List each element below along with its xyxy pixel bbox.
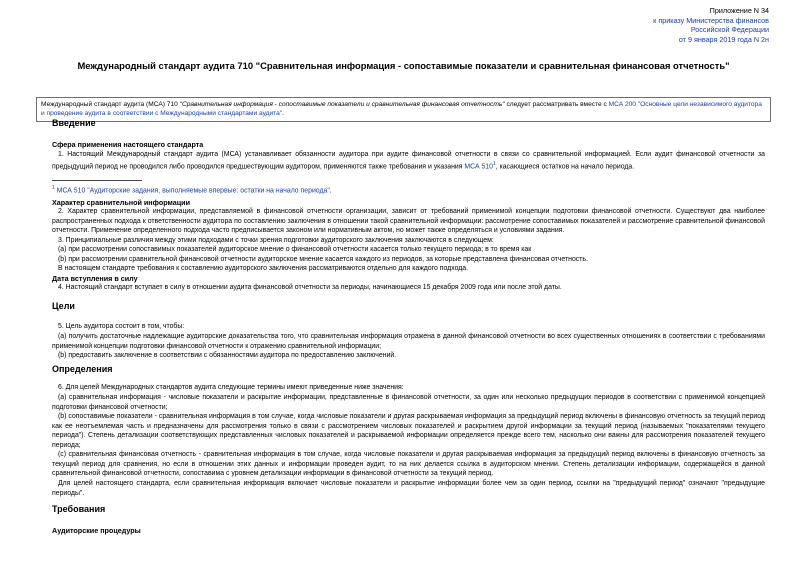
heading-goals: Цели bbox=[52, 301, 75, 311]
heading-definitions: Определения bbox=[52, 364, 113, 374]
p1-text-end: , касающиеся остатков на начало периода. bbox=[495, 162, 635, 170]
footnote-sup: 1 bbox=[52, 185, 55, 191]
footnote-divider bbox=[52, 180, 142, 181]
notice-text-2: следует рассматривать вместе с bbox=[504, 101, 609, 108]
paragraph-1 bbox=[52, 150, 765, 171]
p1-text: 1. Настоящий Международный стандарт аудита (МСА) устанавливает обязанности аудитора при аудите финансовой отчетности в связи со сравнительной информацией. Если аудит финансовой отчетности за предыдущий период не проводился либо проводился предшествующим аудитором, применяются также требования и указания bbox=[52, 151, 765, 170]
isa-510-link[interactable]: МСА 510 bbox=[464, 162, 493, 170]
paragraph-5: 5. Цель аудитора состоит в том, чтобы: bbox=[58, 323, 185, 330]
heading-nature: Характер сравнительной информации bbox=[52, 198, 191, 207]
paragraph-6a: (a) сравнительная информация - числовые показатели и раскрытие информации, представленные в финансовой отчетности, за один или несколько предыдущих периодов в соответствии с применимой концепцией подготовки финансовой отчетности; bbox=[52, 394, 765, 411]
appendix-header bbox=[653, 6, 769, 44]
paragraph-6b: (b) сопоставимые показатели - сравнительная информация в том случае, когда числовые показатели и другая раскрываемая информация за предыдущий период включены в финансовую отчетность за текущий период как ее неотъемлемая часть и предназначены для рассмотрения только в связи с рассмотрением числовых показателей и раскрытием другой информации за текущий период (называемых "показателями текущего периода"). Степень детализации соответствующих представленных числовых показателей и раскрываемой информации определяется прежде всего тем, насколько они важны для рассмотрения показателей текущего периода; bbox=[52, 413, 765, 449]
paragraph-2: 2. Характер сравнительной информации, представляемой в финансовой отчетности организации, зависит от требований применимой концепции подготовки финансовой отчетности. Существуют два наиболее распространенных подхода к ответственности аудитора по составлению заключения в отношении такой сравнительной информации: рассмотрение сопоставимых показателей и рассмотрение сравнительной финансовой отчетности. Применение определенного подхода часто предписывается законом или нормативным актом, но может также определяться и условиями задания. bbox=[52, 208, 765, 234]
footnote-end: . bbox=[329, 187, 332, 195]
paragraph-3: 3. Принципиальные различия между этими подходами с точки зрения подготовки аудиторского заключения заключаются в следующем: bbox=[58, 237, 494, 244]
notice-box bbox=[36, 97, 771, 122]
order-link-date[interactable]: от 9 января 2019 года N 2н bbox=[678, 34, 769, 44]
paragraph-5b: (b) предоставить заключение в соответствии с обязанностями аудитора по предоставлению заключений. bbox=[58, 352, 397, 359]
paragraph-6c: (c) сравнительная финансовая отчетность - сравнительная информация в том случае, когда числовые показатели и другая раскрываемая информация за предыдущий период включены в финансовую отчетность за текущий период для сравнения, но если в отношении этих данных и информации проведен аудит, то на них делается ссылка в аудиторском мнении. Степень детализации информации, содержащейся в данной сравнительной финансовой отчетности, сопоставима с уровнем детализации информации в финансовой отчетности за текущий период. bbox=[52, 451, 765, 477]
paragraph-6: 6. Для целей Международных стандартов аудита следующие термины имеют приведенные ниже значения: bbox=[58, 384, 404, 391]
order-link[interactable]: к приказу Министерства финансов bbox=[653, 15, 769, 25]
order-link-country[interactable]: Российской Федерации bbox=[690, 25, 769, 35]
paragraph-3b: (b) при рассмотрении сравнительной финансовой отчетности аудиторское мнение касается каждого из периодов, за которые представлена финансовая отчетность. bbox=[58, 256, 588, 263]
footnote-link[interactable]: МСА 510 "Аудиторские задания, выполняемые впервые: остатки на начало периода" bbox=[56, 187, 330, 195]
appendix-number: Приложение N 34 bbox=[709, 6, 769, 15]
notice-text: Международный стандарт аудита (МСА) 710 bbox=[41, 101, 180, 108]
footnote-ref[interactable]: 1 bbox=[492, 160, 496, 167]
footnote bbox=[52, 185, 332, 194]
paragraph-3a: (a) при рассмотрении сопоставимых показателей аудиторское мнение о финансовой отчетности касается только текущего периода; в то время как bbox=[58, 246, 532, 253]
heading-audit-procedures: Аудиторские процедуры bbox=[52, 526, 141, 535]
heading-introduction: Введение bbox=[52, 118, 96, 128]
heading-requirements: Требования bbox=[52, 504, 106, 514]
heading-scope: Сфера применения настоящего стандарта bbox=[52, 140, 204, 149]
paragraph-5a: (a) получить достаточные надлежащие аудиторские доказательства того, что сравнительная информация отражена в данной финансовой отчетности во всех существенных отношениях в соответствии с требованиями применимой концепции подготовки финансовой отчетности к отражению сравнительной информации; bbox=[52, 333, 765, 350]
isa-200-link[interactable]: МСА 200 "Основные цели независимого аудитора и проведение аудита в соответствии с Международными стандартами аудита" bbox=[41, 101, 762, 117]
notice-end: . bbox=[282, 110, 284, 117]
notice-standard-name: "Сравнительная информация - сопоставимые показатели и сравнительная финансовая отчетность" bbox=[179, 101, 505, 108]
paragraph-6d: Для целей настоящего стандарта, если сравнительная информация включает числовые показатели и раскрытие информации более чем за один период, ссылки на "предыдущий период" означают "предыдущие периоды". bbox=[52, 480, 765, 497]
paragraph-3c: В настоящем стандарте требования к составлению аудиторского заключения рассматриваются отдельно для каждого подхода. bbox=[58, 265, 469, 272]
heading-effective-date: Дата вступления в силу bbox=[52, 274, 138, 283]
page-title: Международный стандарт аудита 710 "Сравнительная информация - сопоставимые показатели и сравнительная финансовая отчетность" bbox=[77, 60, 730, 71]
paragraph-4: 4. Настоящий стандарт вступает в силу в отношении аудита финансовой отчетности за периоды, начинающиеся 15 декабря 2009 года или после этой даты. bbox=[58, 284, 562, 291]
